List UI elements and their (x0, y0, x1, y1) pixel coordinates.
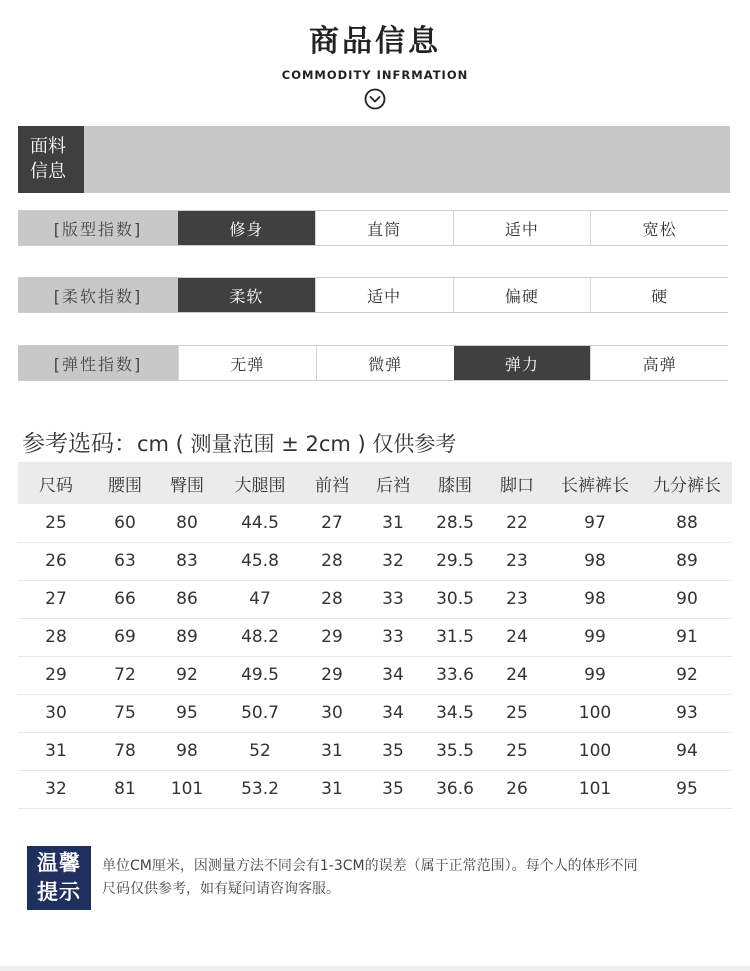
size-table-cell: 47 (218, 580, 302, 618)
size-table-cell: 30.5 (424, 580, 486, 618)
size-table-cell: 34.5 (424, 694, 486, 732)
size-table-cell: 80 (156, 504, 218, 542)
size-table-cell: 36.6 (424, 770, 486, 808)
size-table-header-cell: 尺码 (18, 462, 94, 504)
size-table-cell: 31 (302, 770, 362, 808)
fit-option-medium: 适中 (453, 211, 591, 245)
size-table-cell: 83 (156, 542, 218, 580)
size-table-cell: 29 (302, 618, 362, 656)
softness-option-soft: 柔软 (178, 278, 315, 312)
size-table-cell: 75 (94, 694, 156, 732)
size-table-row (18, 618, 732, 656)
size-table-cell: 27 (18, 580, 94, 618)
size-table-cell: 100 (548, 732, 642, 770)
size-table-body (18, 504, 732, 808)
chevron-down-circle-icon (364, 88, 386, 110)
size-table-row (18, 504, 732, 542)
size-table-header-cell: 膝围 (424, 462, 486, 504)
size-table-header-cell: 长裤裤长 (548, 462, 642, 504)
size-table-cell: 78 (94, 732, 156, 770)
fit-option-straight: 直筒 (315, 211, 453, 245)
size-table-cell: 26 (18, 542, 94, 580)
size-table-cell: 30 (18, 694, 94, 732)
size-chart-title-note: cm ( 测量范围 ± 2cm ) 仅供参考 (137, 432, 457, 456)
size-table-cell: 88 (642, 504, 732, 542)
fabric-info-panel (18, 126, 730, 193)
size-table-cell: 33 (362, 618, 424, 656)
section-subtitle: COMMODITY INFRMATION (281, 68, 469, 82)
fabric-info-label: 面料 信息 (18, 126, 84, 193)
softness-option-firm: 偏硬 (453, 278, 591, 312)
size-table-cell: 33.6 (424, 656, 486, 694)
size-table (18, 462, 732, 809)
size-table-cell: 32 (362, 542, 424, 580)
softness-option-medium: 适中 (315, 278, 453, 312)
elasticity-index-row (18, 345, 728, 381)
tip-text-line2: 尺码仅供参考，如有疑问请咨询客服。 (102, 881, 340, 897)
size-table-cell: 23 (486, 542, 548, 580)
size-table-cell: 28 (18, 618, 94, 656)
size-table-row (18, 732, 732, 770)
size-table-cell: 25 (486, 732, 548, 770)
fit-option-slim: 修身 (178, 211, 315, 245)
elasticity-option-stretch: 弹力 (454, 346, 591, 380)
fit-index-label: [版型指数] (18, 211, 178, 245)
size-table-cell: 31.5 (424, 618, 486, 656)
size-table-cell: 99 (548, 656, 642, 694)
size-table-header-cell: 后裆 (362, 462, 424, 504)
tip-text (102, 855, 742, 901)
size-table-cell: 63 (94, 542, 156, 580)
size-table-cell: 95 (156, 694, 218, 732)
size-table-cell: 60 (94, 504, 156, 542)
size-table-header-cell: 大腿围 (218, 462, 302, 504)
size-table-cell: 35 (362, 770, 424, 808)
size-table-cell: 93 (642, 694, 732, 732)
size-table-cell: 24 (486, 618, 548, 656)
size-table-cell: 86 (156, 580, 218, 618)
size-table-cell: 25 (18, 504, 94, 542)
elasticity-index-label: [弹性指数] (18, 346, 178, 380)
size-table-cell: 29.5 (424, 542, 486, 580)
size-table-cell: 91 (642, 618, 732, 656)
size-table-cell: 101 (548, 770, 642, 808)
size-table-header-cell: 脚口 (486, 462, 548, 504)
size-table-cell: 48.2 (218, 618, 302, 656)
size-table-cell: 31 (362, 504, 424, 542)
size-table-cell: 89 (156, 618, 218, 656)
size-table-cell: 34 (362, 656, 424, 694)
size-table-row (18, 770, 732, 808)
fit-option-loose: 宽松 (590, 211, 728, 245)
size-table-cell: 92 (156, 656, 218, 694)
bottom-divider (0, 966, 750, 971)
size-table-cell: 92 (642, 656, 732, 694)
size-table-cell: 98 (548, 542, 642, 580)
size-table-cell: 99 (548, 618, 642, 656)
size-table-cell: 28 (302, 580, 362, 618)
size-table-cell: 23 (486, 580, 548, 618)
softness-index-row (18, 277, 728, 313)
size-table-cell: 90 (642, 580, 732, 618)
size-table-cell: 35 (362, 732, 424, 770)
size-table-cell: 25 (486, 694, 548, 732)
size-table-row (18, 580, 732, 618)
size-table-row (18, 694, 732, 732)
section-title: 商品信息 (309, 24, 441, 59)
size-table-cell: 30 (302, 694, 362, 732)
size-table-cell: 24 (486, 656, 548, 694)
size-table-cell: 27 (302, 504, 362, 542)
size-table-cell: 29 (302, 656, 362, 694)
size-table-cell: 72 (94, 656, 156, 694)
tip-text-line1: 单位CM厘米，因测量方法不同会有1-3CM的误差（属于正常范围）。每个人的体形不同 (102, 858, 638, 874)
fit-index-row (18, 210, 728, 246)
size-table-cell: 34 (362, 694, 424, 732)
size-table-row (18, 542, 732, 580)
size-table-cell: 28.5 (424, 504, 486, 542)
size-table-cell: 53.2 (218, 770, 302, 808)
size-table-cell: 22 (486, 504, 548, 542)
size-table-cell: 94 (642, 732, 732, 770)
size-table-cell: 50.7 (218, 694, 302, 732)
elasticity-option-slight: 微弹 (316, 346, 454, 380)
size-table-cell: 89 (642, 542, 732, 580)
size-table-cell: 100 (548, 694, 642, 732)
size-table-cell: 66 (94, 580, 156, 618)
size-table-header-cell: 腰围 (94, 462, 156, 504)
softness-index-label: [柔软指数] (18, 278, 178, 312)
size-table-cell: 29 (18, 656, 94, 694)
size-chart-title-main: 参考选码： (22, 431, 137, 457)
size-table-cell: 98 (548, 580, 642, 618)
size-table-cell: 45.8 (218, 542, 302, 580)
size-table-cell: 32 (18, 770, 94, 808)
size-table-cell: 98 (156, 732, 218, 770)
size-table-cell: 44.5 (218, 504, 302, 542)
size-table-cell: 31 (18, 732, 94, 770)
elasticity-option-high: 高弹 (590, 346, 728, 380)
size-table-cell: 52 (218, 732, 302, 770)
size-table-cell: 49.5 (218, 656, 302, 694)
size-table-cell: 95 (642, 770, 732, 808)
size-table-row (18, 656, 732, 694)
tip-badge: 温馨 提示 (27, 846, 91, 910)
size-table-header-cell: 臀围 (156, 462, 218, 504)
size-table-cell: 26 (486, 770, 548, 808)
section-header (0, 22, 750, 110)
size-table-cell: 33 (362, 580, 424, 618)
size-table-cell: 35.5 (424, 732, 486, 770)
size-table-header-cell: 九分裤长 (642, 462, 732, 504)
size-table-cell: 101 (156, 770, 218, 808)
softness-option-hard: 硬 (590, 278, 728, 312)
size-table-header-cell: 前裆 (302, 462, 362, 504)
size-table-cell: 28 (302, 542, 362, 580)
size-table-header (18, 462, 732, 504)
size-table-cell: 81 (94, 770, 156, 808)
size-table-cell: 69 (94, 618, 156, 656)
elasticity-option-none: 无弹 (178, 346, 316, 380)
size-table-cell: 31 (302, 732, 362, 770)
size-chart-title (22, 425, 456, 458)
size-table-cell: 97 (548, 504, 642, 542)
